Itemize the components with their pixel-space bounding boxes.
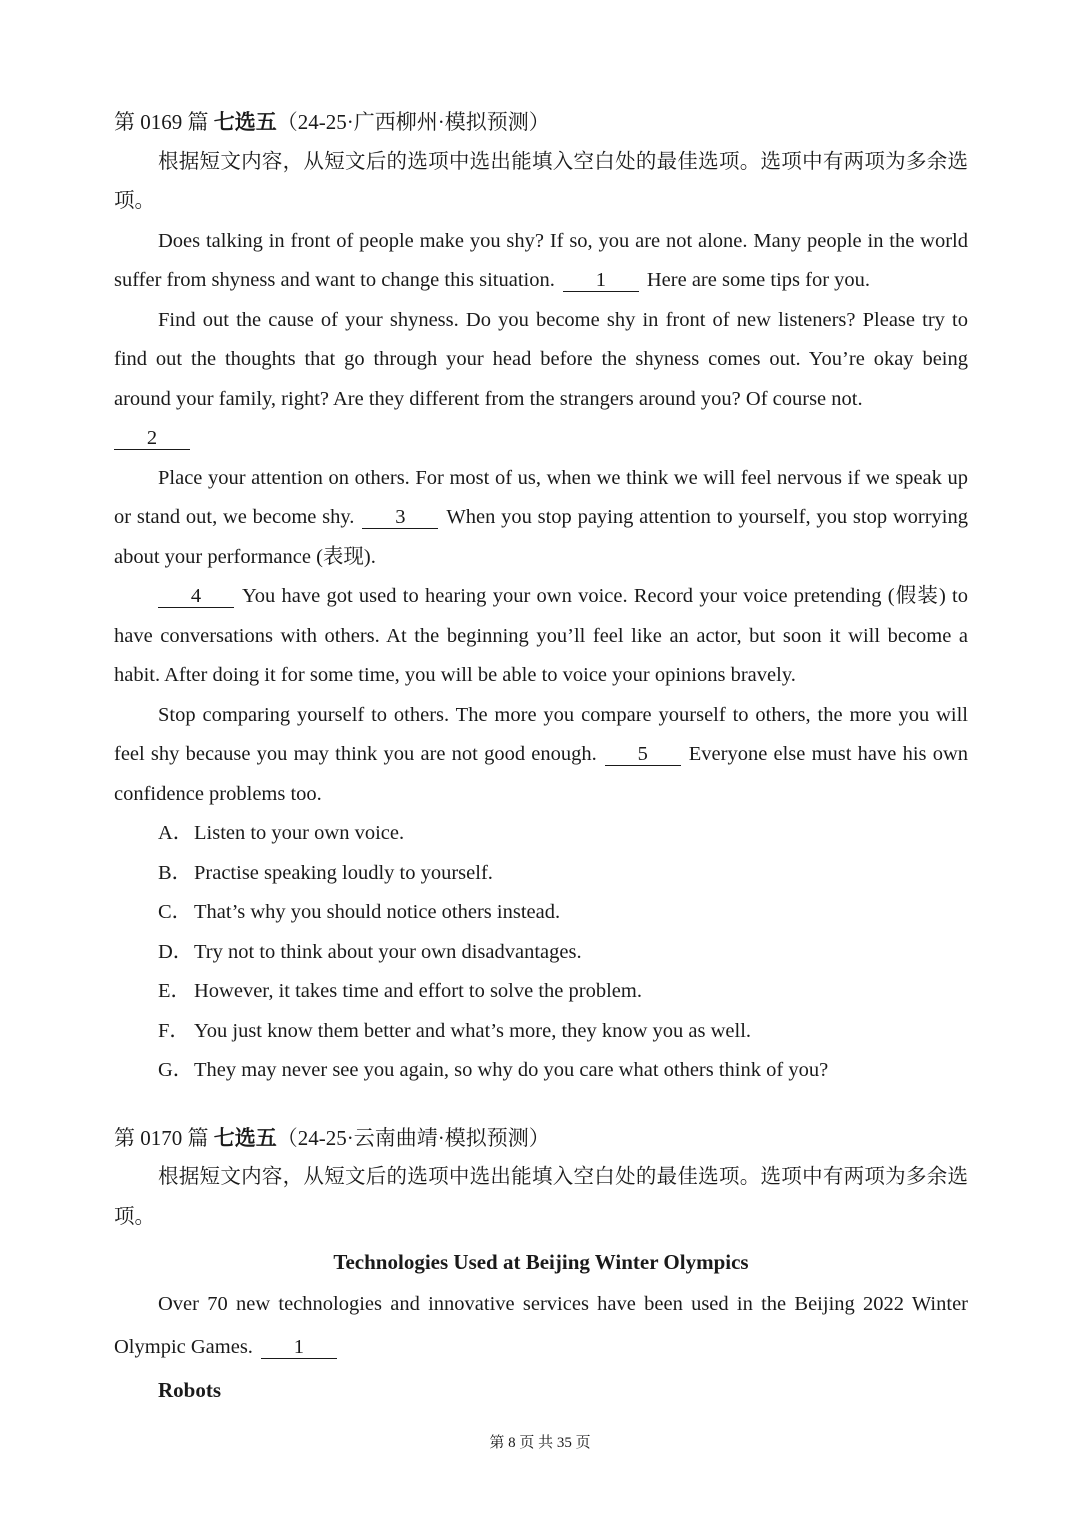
blank-5: 5 (605, 743, 681, 766)
option-letter: B． (158, 861, 193, 884)
section-heading-0170 (114, 1119, 968, 1159)
option-f (114, 1012, 968, 1052)
option-text: Practise speaking loudly to yourself. (194, 861, 493, 884)
blank-1: 1 (563, 269, 639, 292)
page-content (114, 103, 968, 1411)
paragraph-text: Over 70 new technologies and innovative services have been used in the Beijing 2022 Winter Olympic Games. (114, 1293, 968, 1358)
paragraph-text: Place your attention on others. For most of us, when we think we will feel nervous if we speak up or stand out, we become shy. (114, 466, 968, 528)
options-list (114, 814, 968, 1091)
section-number: 第 0169 篇 (114, 110, 209, 134)
option-b (114, 854, 968, 894)
paragraph-text: Does talking in front of people make you shy? If so, you are not alone. Many people in the world suffer from shyness and want to change this situation. (114, 229, 968, 291)
option-letter: E． (158, 980, 192, 1002)
blank-3: 3 (362, 506, 438, 529)
option-letter: F． (158, 1019, 190, 1042)
paragraph-2-blank-line (114, 419, 968, 459)
paragraph-1 (114, 1283, 968, 1369)
option-letter: D． (158, 940, 194, 963)
paragraph-text: Everyone else must have his own confidence problems too. (114, 743, 969, 805)
blank-2: 2 (114, 427, 190, 450)
option-letter: G． (158, 1059, 194, 1081)
blank-1: 1 (261, 1336, 337, 1359)
option-text: They may never see you again, so why do you care what others think of you? (194, 1059, 829, 1081)
option-c (114, 893, 968, 933)
subheading: Robots (158, 1378, 222, 1402)
paragraph-3 (114, 459, 968, 578)
instruction: 根据短文内容，从短文后的选项中选出能填入空白处的最佳选项。选项中有两项为多余选项。 (114, 150, 968, 212)
option-d (114, 933, 968, 973)
option-text: Listen to your own voice. (194, 822, 405, 844)
paragraph-2: Find out the cause of your shyness. Do you become shy in front of new listeners? Please try to find out the thoughts that go through your head before the shyness comes out. You’re okay being around your family, right? Are they different from the strangers around you? Of course not. (114, 308, 968, 410)
paragraph-5 (114, 696, 968, 815)
paragraph-text: When you stop paying attention to yourself, you stop worrying about your performance (表现). (114, 506, 968, 568)
option-text: However, it takes time and effort to solve the problem. (194, 980, 642, 1002)
section-kind: 七选五 (213, 1125, 277, 1150)
paragraph-text: You have got used to hearing your own voice. Record your voice pretending (假装) to have conversations with others. At the beginning you’ll feel like an actor, but soon it will become a habit. After doing it for some time, you will be able to voice your opinions bravely. (114, 585, 968, 686)
paragraph-4 (114, 577, 968, 696)
option-letter: A． (158, 822, 194, 844)
option-text: You just know them better and what’s more, they know you as well. (194, 1019, 752, 1042)
paragraph-text: Stop comparing yourself to others. The more you compare yourself to others, the more you will feel shy because you may think you are not good enough. (114, 703, 968, 765)
section-source: （24-25·广西柳州·模拟预测） (276, 110, 550, 134)
section-kind: 七选五 (213, 110, 277, 134)
section-source: （24-25·云南曲靖·模拟预测） (276, 1125, 550, 1150)
option-a (114, 814, 968, 854)
section-number: 第 0170 篇 (114, 1125, 209, 1150)
option-text: Try not to think about your own disadvantages. (194, 940, 582, 963)
section-heading-0169 (114, 103, 968, 143)
paragraph-1 (114, 222, 968, 301)
section-gap (114, 1091, 968, 1119)
paragraph-text: Here are some tips for you. (646, 269, 871, 291)
option-g (114, 1051, 968, 1091)
option-e (114, 972, 968, 1012)
blank-4: 4 (158, 585, 234, 608)
article-title: Technologies Used at Beijing Winter Olympics (333, 1250, 749, 1274)
option-letter: C． (158, 901, 193, 923)
option-text: That’s why you should notice others instead. (194, 901, 561, 923)
instruction: 根据短文内容，从短文后的选项中选出能填入空白处的最佳选项。选项中有两项为多余选项。 (114, 1166, 968, 1228)
page-footer: 第 8 页 共 35 页 (489, 1435, 591, 1451)
